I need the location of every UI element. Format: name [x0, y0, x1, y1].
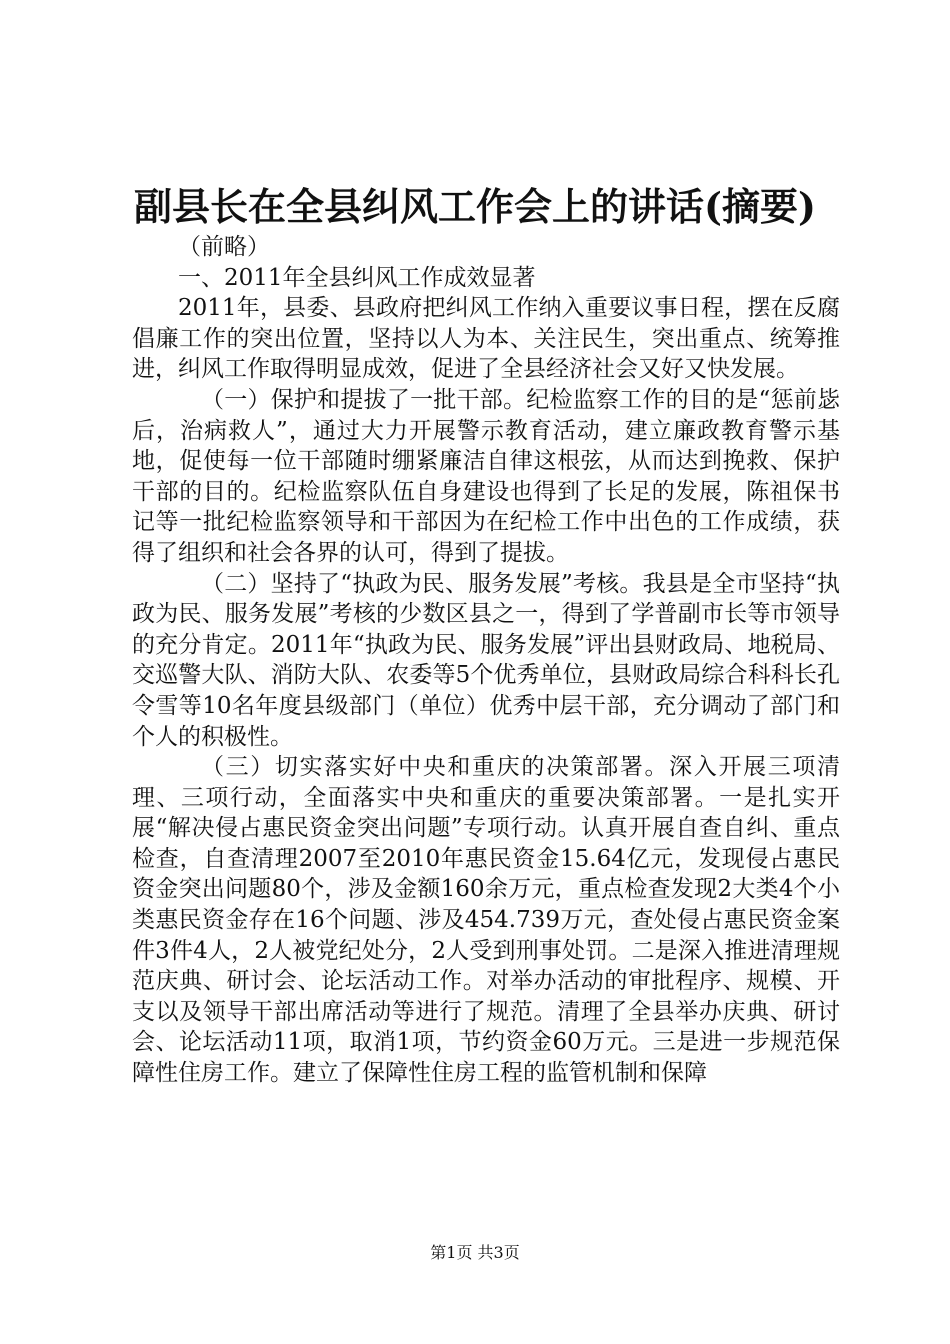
preface-note: （前略）: [178, 234, 270, 260]
body-paragraph: （三）切实落实好中央和重庆的决策部署。深入开展三项清理、三项行动，全面落实中央和重庆的重要决策部署。一是扎实开展“解决侵占惠民资金突出问题”专项行动。认真开展自查自纠、重点检查，自查清理2007至2010年惠民资金15.64亿元，发现侵占惠民资金突出问题80个，涉及金额160余万元，重点检查发现2大类4个小类惠民资金存在16个问题、涉及454.739万元，查处侵占惠民资金案件3件4人，2人被党纪处分，2人受到刑事处罚。二是深入推进清理规范庆典、研讨会、论坛活动工作。对举办活动的审批程序、规模、开支以及领导干部出席活动等进行了规范。清理了全县举办庆典、研讨会、论坛活动11项，取消1项，节约资金60万元。三是进一步规范保障性住房工作。建立了保障性住房工程的监管机制和保障: [132, 754, 840, 1087]
body-paragraph: （一）保护和提拔了一批干部。纪检监察工作的目的是“惩前毖后，治病救人”，通过大力开展警示教育活动，建立廉政教育警示基地，促使每一位干部随时绷紧廉洁自律这根弦，从而达到挽救、保护干部的目的。纪检监察队伍自身建设也得到了长足的发展，陈祖保书记等一批纪检监察领导和干部因为在纪检工作中出色的工作成绩，获得了组织和社会各界的认可，得到了提拔。: [132, 386, 840, 566]
document-body: [132, 232, 840, 1089]
section-heading: 一、2011年全县纠风工作成效显著: [178, 264, 536, 291]
body-paragraph: （二）坚持了“执政为民、服务发展”考核。我县是全市坚持“执政为民、服务发展”考核的少数区县之一，得到了学普副市长等市领导的充分肯定。2011年“执政为民、服务发展”评出县财政局、地税局、交巡警大队、消防大队、农委等5个优秀单位，县财政局综合科科长孔令雪等10名年度县级部门（单位）优秀中层干部，充分调动了部门和个人的积极性。: [132, 570, 840, 750]
body-paragraph: 2011年，县委、县政府把纠风工作纳入重要议事日程，摆在反腐倡廉工作的突出位置，坚持以人为本、关注民生，突出重点、统筹推进，纠风工作取得明显成效，促进了全县经济社会又好又快发展。: [132, 295, 840, 383]
document-title: 副县长在全县纠风工作会上的讲话(摘要): [134, 184, 816, 229]
page-footer: 第1页 共3页: [430, 1243, 520, 1262]
